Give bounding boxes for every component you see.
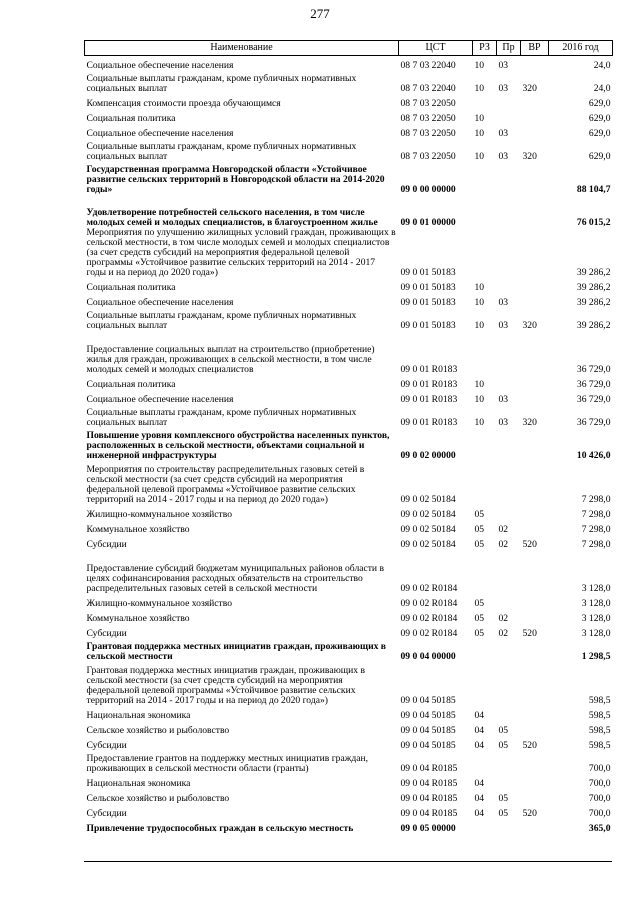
row-rz: 10 xyxy=(474,112,485,124)
row-amount: 36 729,0 xyxy=(576,378,611,390)
row-rz: 05 xyxy=(474,523,485,535)
row-vr xyxy=(521,94,549,109)
table-row xyxy=(85,609,613,624)
row-pr: 03 xyxy=(498,59,509,71)
bottom-rule xyxy=(84,861,612,862)
row-amount: 36 729,0 xyxy=(576,363,611,375)
row-rz: 10 xyxy=(474,296,485,308)
table-row xyxy=(85,461,613,505)
table-row xyxy=(85,751,613,774)
row-pr xyxy=(497,751,521,774)
row-amount: 36 729,0 xyxy=(576,416,611,428)
row-pr: 03 xyxy=(498,82,509,94)
row-vr xyxy=(521,721,549,736)
row-name: Повышение уровня комплексного обустройства населенных пунктов, расположенных в сельской местности, объектами социальной и инженерной инфраструктуры xyxy=(86,429,390,461)
row-amount: 598,5 xyxy=(588,724,611,736)
row-cst: 09 0 05 00000 xyxy=(400,822,456,834)
row-rz xyxy=(473,819,497,834)
row-pr: 02 xyxy=(498,627,509,639)
row-vr xyxy=(521,706,549,721)
table-header-row xyxy=(85,41,613,56)
row-pr xyxy=(497,278,521,293)
row-rz: 04 xyxy=(474,724,485,736)
row-amount: 7 298,0 xyxy=(581,538,611,550)
row-vr: 320 xyxy=(522,82,537,94)
page-number: 277 xyxy=(310,6,330,21)
row-pr xyxy=(497,162,521,195)
row-amount: 1 298,5 xyxy=(581,650,611,662)
row-name: Мероприятия по улучшению жилищных условий граждан, проживающих в сельской местности, в том числе молодых семей и молодых специалистов (за счет средств субсидий на мероприятия федеральной целевой программы «Устойчивое развитие сельских территорий на 2014 - 2017 годы и на период до 2020 года») xyxy=(86,226,396,278)
row-pr: 03 xyxy=(498,150,509,162)
row-vr xyxy=(521,56,549,71)
row-name: Предоставление субсидий бюджетам муниципальных районов области в целях софинансирования расходных обязательств на строительство распределительных газовых сетей в сельской местности xyxy=(86,562,384,594)
row-amount: 629,0 xyxy=(588,97,611,109)
row-rz: 10 xyxy=(474,416,485,428)
row-vr: 520 xyxy=(522,739,537,751)
row-pr xyxy=(497,706,521,721)
table-row xyxy=(85,375,613,390)
row-name: Сельское хозяйство и рыболовство xyxy=(86,724,230,736)
row-rz: 10 xyxy=(474,393,485,405)
row-name: Социальные выплаты гражданам, кроме публичных нормативных социальных выплат xyxy=(86,406,357,428)
row-amount: 700,0 xyxy=(588,762,611,774)
row-cst: 09 0 02 R0184 xyxy=(400,597,458,609)
row-name: Субсидии xyxy=(86,807,127,819)
table-row xyxy=(85,624,613,639)
row-pr xyxy=(497,94,521,109)
row-rz: 04 xyxy=(474,807,485,819)
row-rz xyxy=(473,550,497,594)
row-rz: 05 xyxy=(474,538,485,550)
row-name: Привлечение трудоспособных граждан в сельскую местность xyxy=(86,822,354,834)
row-name: Грантовая поддержка местных инициатив граждан, проживающих в сельской местности xyxy=(86,640,386,662)
row-rz: 05 xyxy=(474,597,485,609)
row-pr xyxy=(497,662,521,706)
row-cst: 09 0 04 R0185 xyxy=(400,792,458,804)
row-amount: 3 128,0 xyxy=(581,582,611,594)
row-vr xyxy=(521,278,549,293)
row-amount: 39 286,2 xyxy=(576,266,611,278)
row-amount: 365,0 xyxy=(588,822,611,834)
row-amount: 36 729,0 xyxy=(576,393,611,405)
row-rz: 04 xyxy=(474,709,485,721)
row-rz xyxy=(473,228,497,278)
row-pr: 02 xyxy=(498,538,509,550)
row-rz xyxy=(473,639,497,662)
row-vr xyxy=(521,228,549,278)
row-name: Субсидии xyxy=(86,538,127,550)
row-cst: 09 0 04 50185 xyxy=(400,694,456,706)
row-name: Предоставление грантов на поддержку местных инициатив граждан, проживающих в сельской местности области (гранты) xyxy=(86,752,369,774)
row-pr xyxy=(497,375,521,390)
row-vr xyxy=(521,195,549,228)
table-row xyxy=(85,706,613,721)
row-cst: 09 0 01 R0183 xyxy=(400,363,458,375)
row-vr xyxy=(521,819,549,834)
row-name: Жилищно-коммунальное хозяйство xyxy=(86,597,233,609)
row-vr xyxy=(521,109,549,124)
row-amount: 598,5 xyxy=(588,739,611,751)
table-row xyxy=(85,293,613,308)
table-row xyxy=(85,774,613,789)
row-pr: 02 xyxy=(498,612,509,624)
row-vr: 320 xyxy=(522,416,537,428)
row-vr xyxy=(521,609,549,624)
row-rz xyxy=(473,461,497,505)
row-vr xyxy=(521,162,549,195)
table-row xyxy=(85,535,613,550)
row-amount: 598,5 xyxy=(588,694,611,706)
row-cst: 09 0 02 50184 xyxy=(400,493,456,505)
row-cst: 09 0 01 R0183 xyxy=(400,393,458,405)
row-cst: 09 0 01 R0183 xyxy=(400,416,458,428)
row-rz xyxy=(473,662,497,706)
table-row xyxy=(85,139,613,162)
row-amount: 3 128,0 xyxy=(581,627,611,639)
row-cst: 09 0 04 00000 xyxy=(400,650,456,662)
row-amount: 39 286,2 xyxy=(576,296,611,308)
row-name: Социальное обеспечение населения xyxy=(86,59,234,71)
row-amount: 700,0 xyxy=(588,777,611,789)
table-row xyxy=(85,804,613,819)
row-cst: 09 0 02 R0184 xyxy=(400,612,458,624)
row-vr: 320 xyxy=(522,150,537,162)
table-row xyxy=(85,819,613,834)
row-amount: 7 298,0 xyxy=(581,523,611,535)
row-cst: 09 0 01 50183 xyxy=(400,319,456,331)
table-row xyxy=(85,331,613,375)
row-name: Социальные выплаты гражданам, кроме публичных нормативных социальных выплат xyxy=(86,309,357,331)
row-name: Социальное обеспечение населения xyxy=(86,127,234,139)
row-cst: 09 0 04 R0185 xyxy=(400,807,458,819)
row-pr: 05 xyxy=(498,739,509,751)
row-pr: 03 xyxy=(498,127,509,139)
row-vr: 520 xyxy=(522,627,537,639)
table-row xyxy=(85,278,613,293)
table-row xyxy=(85,405,613,428)
row-name: Грантовая поддержка местных инициатив граждан, проживающих в сельской местности (за счет средств субсидий на мероприятия федеральной целевой программы «Устойчивое развитие сельских территорий на 2014 - 2017 годы и на период до 2020 года») xyxy=(86,664,365,706)
table-row xyxy=(85,195,613,228)
row-vr xyxy=(521,428,549,461)
table-row xyxy=(85,662,613,706)
row-name: Государственная программа Новгородской области «Устойчивое развитие сельских территорий в Новгородской области на 2014-2020 годы» xyxy=(86,163,385,195)
row-vr xyxy=(521,789,549,804)
col-header-pr: Пр xyxy=(497,41,521,56)
row-pr: 03 xyxy=(498,319,509,331)
row-cst: 09 0 02 50184 xyxy=(400,538,456,550)
row-rz: 05 xyxy=(474,508,485,520)
row-name: Социальное обеспечение населения xyxy=(86,296,234,308)
row-cst: 09 0 02 50184 xyxy=(400,508,456,520)
row-rz xyxy=(473,195,497,228)
table-row xyxy=(85,109,613,124)
row-rz: 10 xyxy=(474,82,485,94)
row-cst: 09 0 01 50183 xyxy=(400,296,456,308)
row-pr: 05 xyxy=(498,724,509,736)
row-vr: 520 xyxy=(522,538,537,550)
table-row xyxy=(85,124,613,139)
row-pr xyxy=(497,331,521,375)
row-cst: 09 0 04 50185 xyxy=(400,709,456,721)
row-amount: 700,0 xyxy=(588,792,611,804)
row-amount: 76 015,2 xyxy=(576,216,611,228)
row-amount: 39 286,2 xyxy=(576,319,611,331)
col-header-name: Наименование xyxy=(85,41,399,56)
table-row xyxy=(85,505,613,520)
table-row xyxy=(85,71,613,94)
row-rz: 10 xyxy=(474,281,485,293)
row-name: Предоставление социальных выплат на строительство (приобретение) жилья для граждан, проживающих в сельской местности, в том числе молодых семей и молодых специалистов xyxy=(86,343,375,375)
table-row xyxy=(85,550,613,594)
table-row xyxy=(85,789,613,804)
row-cst: 08 7 03 22040 xyxy=(400,82,456,94)
row-rz: 10 xyxy=(474,127,485,139)
row-pr xyxy=(497,195,521,228)
table-row xyxy=(85,228,613,278)
row-pr: 03 xyxy=(498,416,509,428)
budget-table xyxy=(84,40,613,834)
row-vr xyxy=(521,293,549,308)
row-amount: 629,0 xyxy=(588,112,611,124)
row-pr xyxy=(497,550,521,594)
row-name: Мероприятия по строительству распределительных газовых сетей в сельской местности (за счет средств субсидий на мероприятия федеральной целевой программы «Устойчивое развитие сельских территорий на 2014 - 2017 годы и на период до 2020 года») xyxy=(86,463,365,505)
row-amount: 39 286,2 xyxy=(576,281,611,293)
row-amount: 3 128,0 xyxy=(581,612,611,624)
row-name: Национальная экономика xyxy=(86,709,191,721)
table-body xyxy=(85,56,613,834)
row-rz: 05 xyxy=(474,627,485,639)
row-rz: 05 xyxy=(474,612,485,624)
row-vr xyxy=(521,774,549,789)
row-cst: 09 0 01 50183 xyxy=(400,266,456,278)
row-cst: 09 0 02 R0184 xyxy=(400,627,458,639)
row-cst: 09 0 04 50185 xyxy=(400,724,456,736)
row-name: Субсидии xyxy=(86,627,127,639)
row-name: Национальная экономика xyxy=(86,777,191,789)
row-cst: 08 7 03 22050 xyxy=(400,127,456,139)
row-vr: 320 xyxy=(522,319,537,331)
row-amount: 700,0 xyxy=(588,807,611,819)
row-amount: 10 426,0 xyxy=(576,449,611,461)
table-row xyxy=(85,639,613,662)
row-vr: 520 xyxy=(522,807,537,819)
table-row xyxy=(85,428,613,461)
row-vr xyxy=(521,520,549,535)
row-name: Социальное обеспечение населения xyxy=(86,393,234,405)
row-amount: 24,0 xyxy=(593,59,611,71)
row-name: Коммунальное хозяйство xyxy=(86,612,190,624)
row-cst: 08 7 03 22050 xyxy=(400,150,456,162)
row-rz xyxy=(473,751,497,774)
row-rz xyxy=(473,428,497,461)
table-row xyxy=(85,736,613,751)
row-amount: 88 104,7 xyxy=(576,183,611,195)
row-cst: 09 0 01 50183 xyxy=(400,281,456,293)
row-pr xyxy=(497,228,521,278)
row-pr: 05 xyxy=(498,807,509,819)
row-pr: 02 xyxy=(498,523,509,535)
row-rz: 10 xyxy=(474,378,485,390)
col-header-year: 2016 год xyxy=(549,41,613,56)
row-amount: 7 298,0 xyxy=(581,493,611,505)
row-pr: 03 xyxy=(498,393,509,405)
row-name: Компенсация стоимости проезда обучающимся xyxy=(86,97,281,109)
row-amount: 24,0 xyxy=(593,82,611,94)
row-cst: 09 0 04 50185 xyxy=(400,739,456,751)
row-rz: 10 xyxy=(474,150,485,162)
row-cst: 09 0 02 R0184 xyxy=(400,582,458,594)
table-row xyxy=(85,56,613,71)
row-cst: 09 0 02 00000 xyxy=(400,449,456,461)
row-vr xyxy=(521,331,549,375)
row-amount: 7 298,0 xyxy=(581,508,611,520)
row-vr xyxy=(521,461,549,505)
row-name: Социальные выплаты гражданам, кроме публичных нормативных социальных выплат xyxy=(86,72,357,94)
row-name: Социальная политика xyxy=(86,112,176,124)
row-vr xyxy=(521,124,549,139)
row-pr xyxy=(497,505,521,520)
row-pr xyxy=(497,594,521,609)
row-amount: 629,0 xyxy=(588,150,611,162)
row-pr xyxy=(497,428,521,461)
row-name: Субсидии xyxy=(86,739,127,751)
row-vr xyxy=(521,751,549,774)
row-cst: 09 0 01 00000 xyxy=(400,216,456,228)
table-row xyxy=(85,594,613,609)
row-cst: 09 0 02 50184 xyxy=(400,523,456,535)
row-pr: 03 xyxy=(498,296,509,308)
col-header-cst: ЦСТ xyxy=(399,41,473,56)
row-rz: 04 xyxy=(474,777,485,789)
row-vr xyxy=(521,375,549,390)
row-name: Социальные выплаты гражданам, кроме публичных нормативных социальных выплат xyxy=(86,140,357,162)
row-name: Социальная политика xyxy=(86,378,176,390)
row-amount: 629,0 xyxy=(588,127,611,139)
row-rz: 10 xyxy=(474,59,485,71)
table-row xyxy=(85,94,613,109)
row-name: Сельское хозяйство и рыболовство xyxy=(86,792,230,804)
row-vr xyxy=(521,390,549,405)
col-header-rz: РЗ xyxy=(473,41,497,56)
row-vr xyxy=(521,550,549,594)
row-rz: 04 xyxy=(474,739,485,751)
row-cst: 09 0 04 R0185 xyxy=(400,762,458,774)
row-rz: 04 xyxy=(474,792,485,804)
row-pr xyxy=(497,819,521,834)
row-cst: 09 0 01 R0183 xyxy=(400,378,458,390)
row-name: Жилищно-коммунальное хозяйство xyxy=(86,508,233,520)
row-name: Коммунальное хозяйство xyxy=(86,523,190,535)
row-rz xyxy=(473,94,497,109)
table-row xyxy=(85,308,613,331)
row-pr xyxy=(497,639,521,662)
row-cst: 09 0 00 00000 xyxy=(400,183,456,195)
table-row xyxy=(85,520,613,535)
row-rz xyxy=(473,162,497,195)
row-pr: 05 xyxy=(498,792,509,804)
row-pr xyxy=(497,109,521,124)
row-pr xyxy=(497,461,521,505)
row-vr xyxy=(521,505,549,520)
row-cst: 08 7 03 22050 xyxy=(400,112,456,124)
row-rz: 10 xyxy=(474,319,485,331)
table-row xyxy=(85,721,613,736)
table-row xyxy=(85,162,613,195)
row-vr xyxy=(521,662,549,706)
row-name: Социальная политика xyxy=(86,281,176,293)
row-name: Удовлетворение потребностей сельского населения, в том числе молодых семей и молодых специалистов, в благоустроенном жилье xyxy=(86,206,378,228)
row-vr xyxy=(521,639,549,662)
row-cst: 08 7 03 22040 xyxy=(400,59,456,71)
col-header-vr: ВР xyxy=(521,41,549,56)
row-pr xyxy=(497,774,521,789)
row-cst: 09 0 04 R0185 xyxy=(400,777,458,789)
row-amount: 3 128,0 xyxy=(581,597,611,609)
row-vr xyxy=(521,594,549,609)
table-row xyxy=(85,390,613,405)
row-rz xyxy=(473,331,497,375)
row-amount: 598,5 xyxy=(588,709,611,721)
row-cst: 08 7 03 22050 xyxy=(400,97,456,109)
